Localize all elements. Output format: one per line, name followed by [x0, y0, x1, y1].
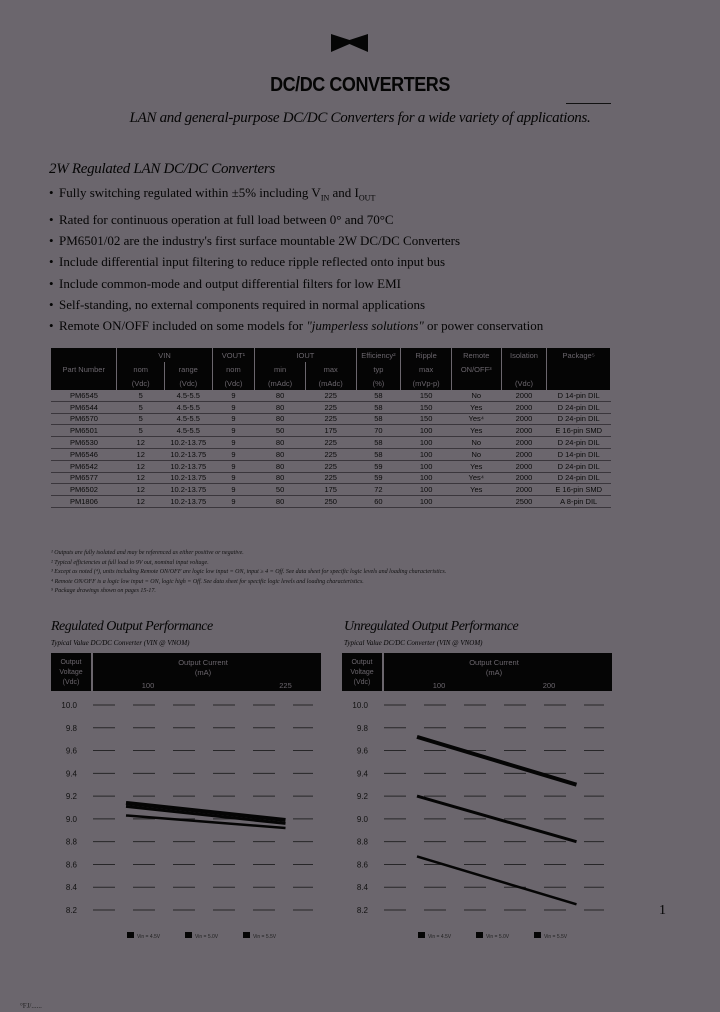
feature-item: • Fully switching regulated within ±5% including $V_{IN}$ and $I_{OUT}$	[49, 185, 376, 203]
table-cell: 225	[305, 390, 356, 401]
table-cell: 9	[212, 460, 255, 472]
table-body	[51, 390, 611, 507]
legend-swatch	[534, 932, 541, 938]
y-tick-label: 9.2	[65, 792, 77, 802]
feature-item: • Remote ON/OFF included on some models for "jumperless solutions" or power conservation	[49, 318, 544, 334]
table-cell: 2000	[501, 460, 547, 472]
table-cell: 9	[212, 413, 255, 425]
table-cell: E 16-pin SMD	[547, 425, 611, 437]
table-cell: 70	[356, 425, 401, 437]
unregulated-output-chart	[342, 653, 612, 945]
table-cell: 12	[117, 448, 165, 460]
header-cell: (Vdc)	[212, 376, 255, 390]
left-chart-subtitle: Typical Value DC/DC Converter (VIN @ VNOM)	[51, 639, 190, 647]
table-cell: 9	[212, 472, 255, 484]
header-cell: max	[305, 362, 356, 376]
table-cell: 2000	[501, 437, 547, 449]
legend-label: Vin = 5.0V	[195, 934, 219, 940]
legend-swatch	[418, 932, 425, 938]
footer-mark: °FJ/......	[20, 1002, 42, 1010]
ylabel-text: Output	[60, 659, 82, 666]
header-isolation: Isolation	[501, 348, 547, 362]
table-cell: 225	[305, 448, 356, 460]
table-header-row	[51, 376, 611, 390]
header-cell: (mAdc)	[255, 376, 306, 390]
header-cell: (Vdc)	[117, 376, 165, 390]
table-cell: 50	[255, 425, 306, 437]
table-cell: PM1806	[51, 496, 117, 508]
y-tick-label: 10.0	[61, 701, 77, 710]
header-cell	[451, 376, 501, 390]
table-cell: D 14-pin DIL	[547, 448, 611, 460]
table-cell: 150	[401, 413, 452, 425]
y-tick-label: 9.6	[356, 746, 368, 756]
table-cell: Yes⁴	[451, 472, 501, 484]
ylabel-text: Voltage	[350, 669, 374, 676]
table-cell: 2000	[501, 401, 547, 413]
table-row	[51, 484, 611, 496]
table-cell: 10.2-13.75	[164, 496, 212, 508]
table-cell: D 24-pin DIL	[547, 437, 611, 449]
regulated-output-chart	[51, 653, 321, 945]
y-tick-label: 10.0	[352, 701, 368, 710]
footnote: ² Typical efficiencies at full load to 9V out, nominal input voltage.	[51, 559, 209, 566]
left-chart-title: Regulated Output Performance	[51, 619, 213, 634]
table-cell: PM6570	[51, 413, 117, 425]
table-cell: PM6577	[51, 472, 117, 484]
table-cell: 9	[212, 437, 255, 449]
x-tick-label: 200	[542, 681, 556, 690]
header-efficiency: Efficiency²	[356, 348, 401, 362]
table-cell: 4.5-5.5	[164, 425, 212, 437]
table-cell: 58	[356, 401, 401, 413]
table-cell: PM6502	[51, 484, 117, 496]
table-cell: 175	[305, 425, 356, 437]
ylabel-text: Output	[351, 659, 373, 666]
table-cell: 2500	[501, 496, 547, 508]
table-cell: 5	[117, 413, 165, 425]
footnotes	[51, 549, 446, 597]
feature-item: • PM6501/02 are the industry's first surface mountable 2W DC/DC Converters	[49, 233, 461, 249]
header-cell: typ	[356, 362, 401, 376]
table-cell: 100	[401, 448, 452, 460]
table-cell: 10.2-13.75	[164, 484, 212, 496]
y-tick-label: 9.6	[65, 746, 77, 756]
company-logo-icon	[331, 34, 368, 52]
table-cell: Yes	[451, 460, 501, 472]
header-cell: (mVp-p)	[401, 376, 452, 390]
table-cell: 100	[401, 496, 452, 508]
table-cell: 10.2-13.75	[164, 460, 212, 472]
y-tick-label: 9.8	[65, 723, 77, 733]
table-cell: No	[451, 437, 501, 449]
table-row	[51, 401, 611, 413]
table-cell: 2000	[501, 390, 547, 401]
table-cell: PM6530	[51, 437, 117, 449]
xlabel-text: (mA)	[485, 668, 503, 677]
table-cell: 58	[356, 448, 401, 460]
table-row	[51, 472, 611, 484]
header-remote: Remote	[451, 348, 501, 362]
table-cell: PM6544	[51, 401, 117, 413]
table-cell: D 24-pin DIL	[547, 413, 611, 425]
table-cell: D 24-pin DIL	[547, 460, 611, 472]
table-cell: 12	[117, 472, 165, 484]
table-cell: 5	[117, 425, 165, 437]
table-cell: 5	[117, 390, 165, 401]
table-cell: PM6542	[51, 460, 117, 472]
table-cell: D 24-pin DIL	[547, 472, 611, 484]
feature-list	[49, 182, 543, 337]
legend-label: Vin = 5.5V	[253, 934, 277, 940]
legend-label: Vin = 4.5V	[137, 934, 161, 940]
header-part-number: Part Number	[51, 348, 117, 390]
footnote: ¹ Outputs are fully isolated and may be referenced as either positive or negative.	[51, 550, 244, 556]
ylabel-text: (Vdc)	[62, 679, 80, 686]
table-cell: 80	[255, 460, 306, 472]
table-cell: 2000	[501, 413, 547, 425]
table-cell: 80	[255, 401, 306, 413]
y-tick-label: 8.6	[65, 860, 77, 870]
header-cell: nom	[212, 362, 255, 376]
table-cell: D 24-pin DIL	[547, 401, 611, 413]
table-cell: 10.2-13.75	[164, 448, 212, 460]
right-chart-title: Unregulated Output Performance	[344, 619, 519, 634]
table-cell: 12	[117, 437, 165, 449]
header-iout: IOUT	[255, 348, 356, 362]
y-tick-label: 8.2	[356, 906, 368, 915]
table-cell: PM6545	[51, 390, 117, 401]
legend-label: Vin = 5.5V	[544, 934, 568, 940]
footnote: ⁵ Package drawings shown on pages 15-17.	[51, 588, 156, 595]
x-tick-label: 225	[279, 681, 292, 690]
table-cell: Yes	[451, 401, 501, 413]
table-cell: Yes	[451, 425, 501, 437]
header-cell	[547, 362, 611, 376]
x-tick-label: 100	[141, 681, 155, 690]
header-vout: VOUT¹	[212, 348, 255, 362]
legend-swatch	[476, 932, 483, 938]
table-cell: 100	[401, 425, 452, 437]
table-header-row	[51, 348, 611, 362]
table-cell: 9	[212, 448, 255, 460]
header-ripple: Ripple	[401, 348, 452, 362]
feature-item: • Self-standing, no external components required in normal applications	[49, 297, 426, 313]
xlabel-text: (mA)	[194, 668, 212, 677]
table-cell: 9	[212, 390, 255, 401]
table-cell: 4.5-5.5	[164, 401, 212, 413]
page-subtitle: LAN and general-purpose DC/DC Converters for a wide variety of applications.	[129, 110, 591, 126]
table-cell: 9	[212, 496, 255, 508]
table-cell: 225	[305, 460, 356, 472]
header-cell: nom	[117, 362, 165, 376]
title-rule	[566, 103, 611, 104]
page-number: 1	[659, 903, 666, 918]
table-cell	[451, 496, 501, 508]
table-cell: 50	[255, 484, 306, 496]
table-cell: 225	[305, 401, 356, 413]
y-tick-label: 8.6	[356, 860, 368, 870]
table-cell: 80	[255, 448, 306, 460]
table-cell: No	[451, 448, 501, 460]
x-tick-label: 100	[432, 681, 446, 690]
xlabel-text: Output Current	[469, 658, 519, 667]
header-vin: VIN	[117, 348, 212, 362]
feature-item: • Rated for continuous operation at full load between 0° and 70°C	[49, 211, 394, 227]
table-cell: 4.5-5.5	[164, 413, 212, 425]
table-cell: 80	[255, 437, 306, 449]
feature-item: • Include common-mode and output differential filters for low EMI	[49, 275, 401, 291]
header-cell: (%)	[356, 376, 401, 390]
header-cell	[547, 376, 611, 390]
header-cell: ON/OFF³	[451, 362, 501, 376]
header-package: Package⁵	[547, 348, 611, 362]
right-chart-subtitle: Typical Value DC/DC Converter (VIN @ VNOM)	[344, 639, 483, 647]
footnote: ³ Except as noted (⁴), units including Remote ON/OFF are logic low input = ON, input ≥ 4 = Off. See data sheet for specific logic levels and loading characteristics.	[51, 569, 447, 576]
table-cell: 10.2-13.75	[164, 472, 212, 484]
table-cell: Yes	[451, 484, 501, 496]
page-title: DC/DC CONVERTERS	[270, 74, 450, 96]
table-cell: A 8-pin DIL	[547, 496, 611, 508]
header-cell	[501, 362, 547, 376]
table-cell: 4.5-5.5	[164, 390, 212, 401]
legend-swatch	[243, 932, 250, 938]
table-cell: 80	[255, 472, 306, 484]
table-cell: 12	[117, 496, 165, 508]
table-cell: 12	[117, 484, 165, 496]
header-cell: min	[255, 362, 306, 376]
y-tick-label: 8.4	[356, 883, 368, 893]
header-cell: (mAdc)	[305, 376, 356, 390]
header-cell: (Vdc)	[164, 376, 212, 390]
table-cell: 225	[305, 437, 356, 449]
ylabel-text: (Vdc)	[353, 679, 371, 686]
table-cell: 2000	[501, 425, 547, 437]
table-cell: 9	[212, 484, 255, 496]
table-cell: 58	[356, 437, 401, 449]
table-row	[51, 390, 611, 401]
table-cell: 9	[212, 401, 255, 413]
table-cell: 58	[356, 413, 401, 425]
table-cell: 150	[401, 401, 452, 413]
y-tick-label: 9.8	[356, 723, 368, 733]
header-cell: range	[164, 362, 212, 376]
y-tick-label: 8.2	[65, 906, 77, 915]
legend-swatch	[127, 932, 134, 938]
legend-swatch	[185, 932, 192, 938]
table-row	[51, 496, 611, 508]
table-cell: 59	[356, 460, 401, 472]
legend-label: Vin = 4.5V	[428, 934, 452, 940]
y-tick-label: 9.0	[356, 814, 368, 824]
table-cell: 80	[255, 496, 306, 508]
header-cell: max	[401, 362, 452, 376]
xlabel-text: Output Current	[178, 658, 228, 667]
legend-label: Vin = 5.0V	[486, 934, 510, 940]
table-cell: 12	[117, 460, 165, 472]
y-tick-label: 8.4	[65, 883, 77, 893]
table-cell: 72	[356, 484, 401, 496]
table-cell: 100	[401, 460, 452, 472]
table-cell: 2000	[501, 484, 547, 496]
table-cell: Yes⁴	[451, 413, 501, 425]
table-cell: 100	[401, 484, 452, 496]
y-tick-label: 8.8	[356, 837, 368, 847]
feature-item: • Include differential input filtering to reduce ripple reflected onto input bus	[49, 254, 446, 270]
table-cell: 10.2-13.75	[164, 437, 212, 449]
table-cell: 100	[401, 472, 452, 484]
table-cell: No	[451, 390, 501, 401]
table-row	[51, 448, 611, 460]
table-cell: PM6546	[51, 448, 117, 460]
table-row	[51, 460, 611, 472]
y-tick-label: 9.2	[356, 792, 368, 802]
footnote: ⁴ Remote ON/OFF is a logic low input = ON, logic high = Off. See data sheet for specific logic levels and loading characteristics.	[51, 578, 364, 585]
table-row	[51, 425, 611, 437]
table-cell: 100	[401, 437, 452, 449]
y-tick-label: 9.0	[65, 814, 77, 824]
table-cell: 80	[255, 413, 306, 425]
table-row	[51, 413, 611, 425]
table-cell: 225	[305, 472, 356, 484]
table-cell: 250	[305, 496, 356, 508]
series-line	[417, 856, 577, 904]
table-cell: 60	[356, 496, 401, 508]
table-header-row	[51, 362, 611, 376]
y-tick-label: 9.4	[356, 769, 368, 779]
table-cell: E 16-pin SMD	[547, 484, 611, 496]
table-cell: 2000	[501, 448, 547, 460]
table-cell: 2000	[501, 472, 547, 484]
table-cell: 225	[305, 413, 356, 425]
ylabel-text: Voltage	[59, 669, 83, 676]
table-cell: 80	[255, 390, 306, 401]
table-cell: PM6501	[51, 425, 117, 437]
section-title: 2W Regulated LAN DC/DC Converters	[49, 161, 275, 177]
spec-table	[51, 348, 611, 508]
table-cell: D 14-pin DIL	[547, 390, 611, 401]
header-cell: (Vdc)	[501, 376, 547, 390]
table-cell: 175	[305, 484, 356, 496]
table-cell: 5	[117, 401, 165, 413]
y-tick-label: 8.8	[65, 837, 77, 847]
table-cell: 58	[356, 390, 401, 401]
table-row	[51, 437, 611, 449]
table-cell: 9	[212, 425, 255, 437]
table-cell: 150	[401, 390, 452, 401]
series-line	[417, 737, 577, 785]
y-tick-label: 9.4	[65, 769, 77, 779]
table-cell: 59	[356, 472, 401, 484]
